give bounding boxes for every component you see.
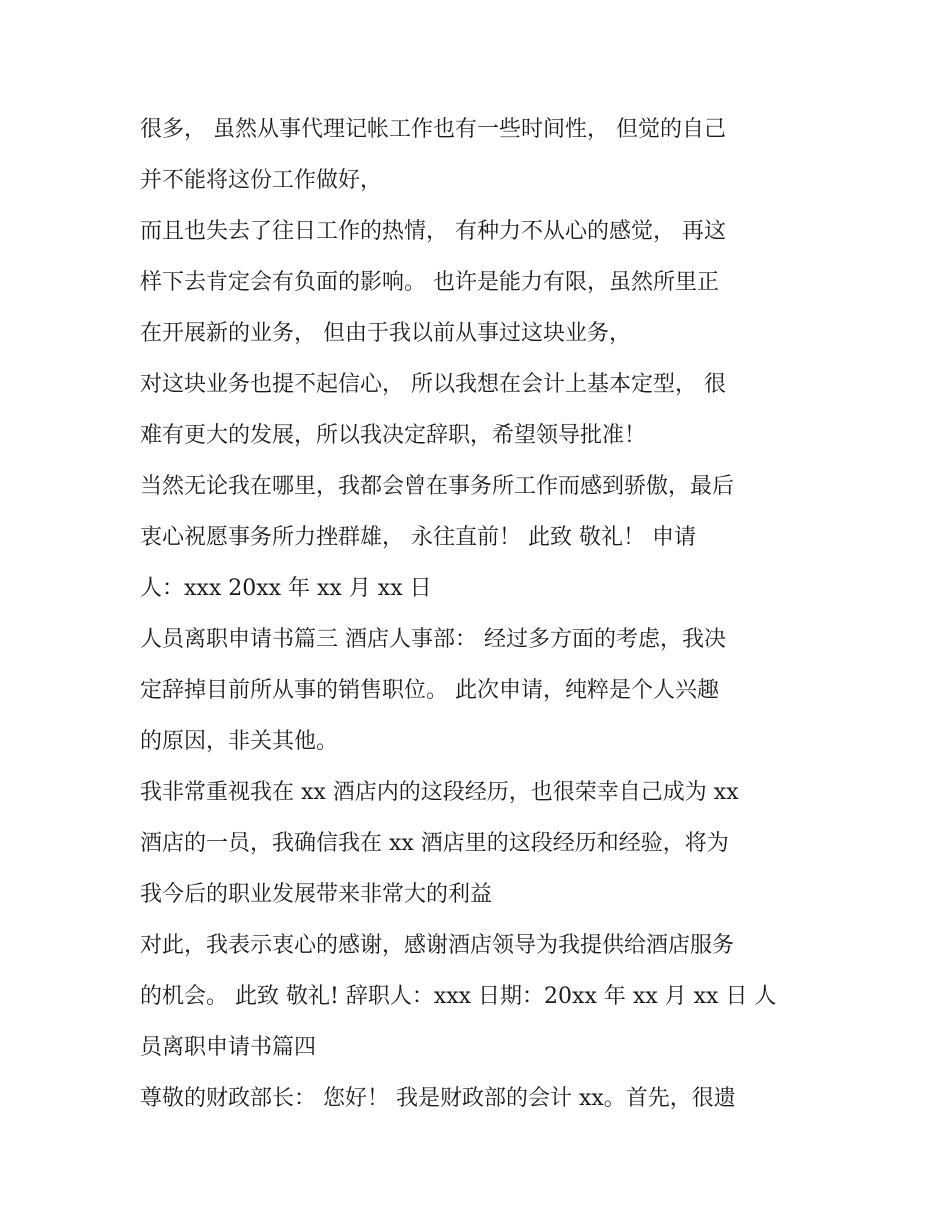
text-line: 人：xxx 20xx 年 xx 月 xx 日 — [140, 576, 432, 601]
text-line: 我非常重视我在 xx 酒店内的这段经历，也很荣幸自己成为 xx — [140, 780, 739, 805]
text-line: 对这块业务也提不起信心， 所以我想在会计上基本定型， 很 — [140, 372, 726, 397]
text-line: 样下去肯定会有负面的影响。 也许是能力有限，虽然所里正 — [140, 270, 719, 295]
text-line: 当然无论我在哪里，我都会曾在事务所工作而感到骄傲，最后 — [140, 474, 735, 499]
text-line: 我今后的职业发展带来非常大的利益 — [140, 882, 493, 907]
section-heading-line: 人员离职申请书篇三 酒店人事部： 经过多方面的考虑，我决 — [140, 627, 726, 652]
text-line: 酒店的一员，我确信我在 xx 酒店里的这段经历和经验，将为 — [140, 831, 729, 856]
section-heading-line: 员离职申请书篇四 — [140, 1035, 317, 1060]
text-line: 难有更大的发展，所以我决定辞职，希望领导批准！ — [140, 423, 647, 448]
document-body — [140, 104, 830, 1124]
text-line: 尊敬的财政部长： 您好！ 我是财政部的会计 xx。首先，很遗 — [140, 1086, 736, 1111]
text-line: 衷心祝愿事务所力挫群雄， 永往直前！ 此致 敬礼！ 申请 — [140, 525, 696, 550]
text-line: 而且也失去了往日工作的热情， 有种力不从心的感觉， 再这 — [140, 219, 726, 244]
text-line: 对此，我表示衷心的感谢，感谢酒店领导为我提供给酒店服务 — [140, 933, 735, 958]
text-line: 的原因，非关其他。 — [140, 729, 339, 754]
text-line: 在开展新的业务， 但由于我以前从事过这块业务， — [140, 321, 631, 346]
text-line: 的机会。 此致 敬礼! 辞职人：xxx 日期：20xx 年 xx 月 xx 日 人 — [140, 984, 777, 1009]
text-line: 并不能将这份工作做好， — [140, 168, 383, 193]
text-line: 定辞掉目前所从事的销售职位。 此次申请，纯粹是个人兴趣 — [140, 678, 719, 703]
text-line: 很多， 虽然从事代理记帐工作也有一些时间性， 但觉的自己 — [140, 117, 726, 142]
